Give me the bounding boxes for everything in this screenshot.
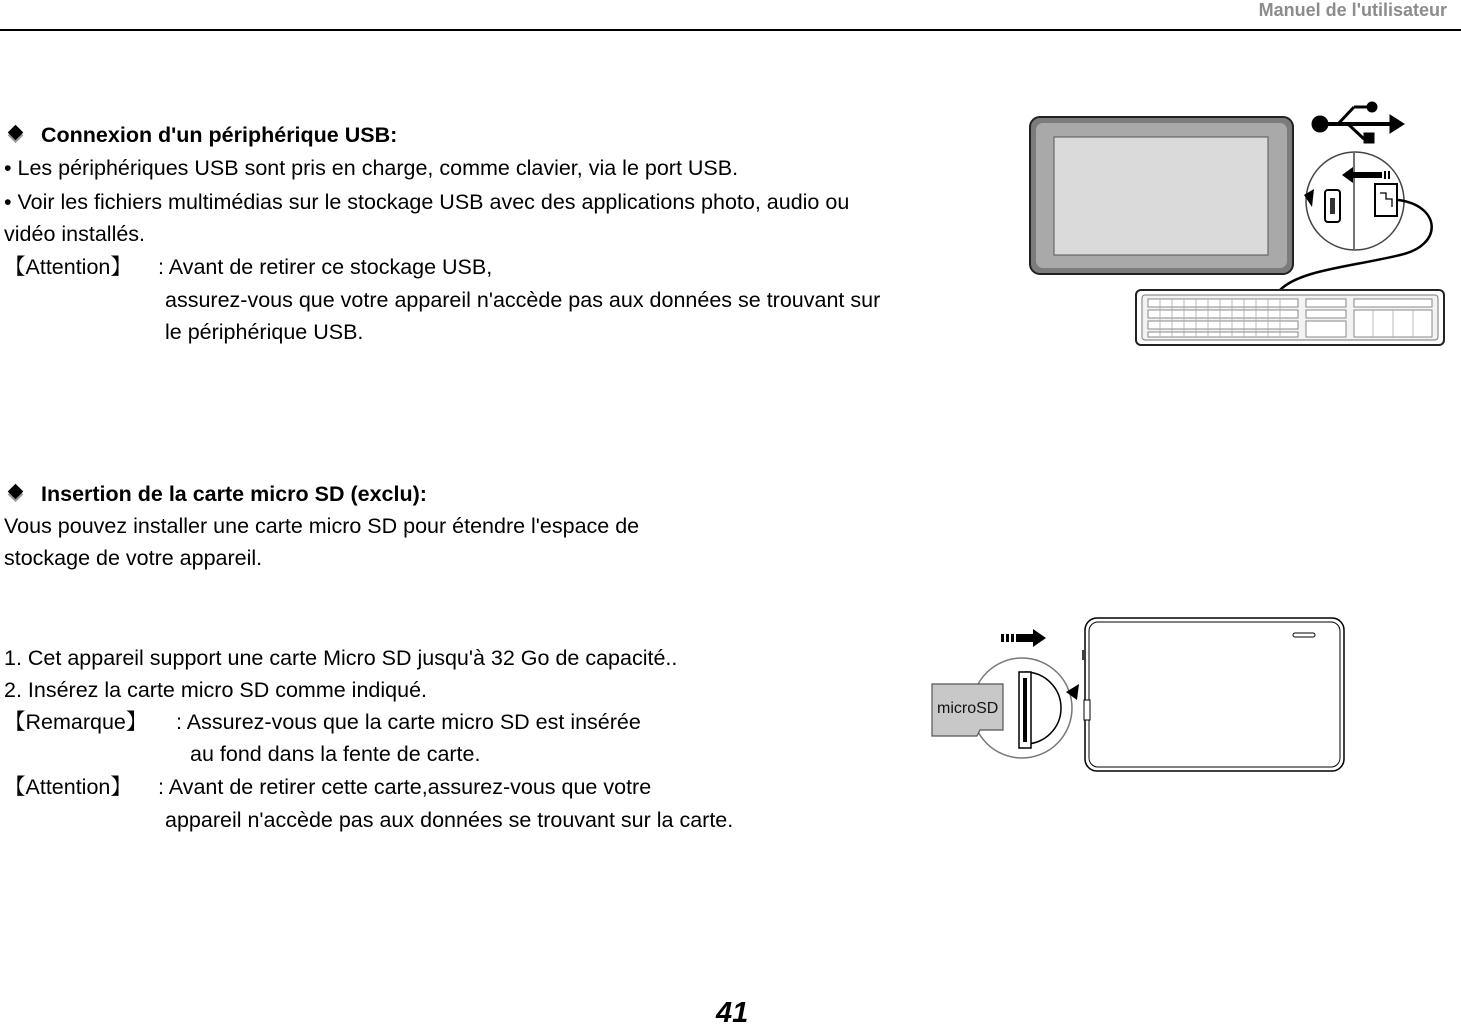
- usb-attention-line-3: le périphérique USB.: [165, 320, 364, 344]
- page-number: 41: [716, 997, 749, 1029]
- sd-step-2: 2. Insérez la carte micro SD comme indiqué.: [4, 678, 427, 702]
- sd-remark-line-2: au fond dans la fente de carte.: [190, 742, 481, 766]
- sd-remark-label: 【Remarque】: [4, 710, 148, 734]
- microsd-insertion-illustration: [925, 612, 1350, 777]
- usb-attention-line-1: : Avant de retirer ce stockage USB,: [158, 255, 493, 279]
- sd-intro-line-2: stockage de votre appareil.: [4, 546, 263, 570]
- usb-attention-line-2: assurez-vous que votre appareil n'accède pas aux données se trouvant sur: [165, 288, 881, 312]
- usb-symbol-icon: [1312, 102, 1404, 143]
- usb-bullet-1: • Les périphériques USB sont pris en charge, comme clavier, via le port USB.: [4, 156, 739, 180]
- header-divider: [0, 29, 1461, 31]
- usb-section-heading: Connexion d'un périphérique USB:: [41, 123, 398, 147]
- sd-remark-line-1: : Assurez-vous que la carte micro SD est insérée: [176, 710, 641, 734]
- sd-step-1: 1. Cet appareil support une carte Micro SD jusqu'à 32 Go de capacité..: [4, 646, 678, 670]
- usb-bullet-2-line-2: vidéo installés.: [4, 222, 146, 246]
- microsd-card-label: microSD: [937, 700, 999, 717]
- sd-section-heading: Insertion de la carte micro SD (exclu):: [41, 482, 427, 506]
- sd-attention-label: 【Attention】: [4, 775, 132, 799]
- page-header-title: Manuel de l'utilisateur: [1258, 0, 1447, 20]
- diamond-bullet-icon: [8, 484, 24, 500]
- insert-arrow-icon: [1001, 629, 1046, 647]
- usb-attention-label: 【Attention】: [4, 255, 132, 279]
- diamond-bullet-icon: [8, 125, 24, 141]
- usb-bullet-2-line-1: • Voir les fichiers multimédias sur le stockage USB avec des applications photo, audio ou: [4, 190, 850, 214]
- sd-attention-line-2: appareil n'accède pas aux données se trouvant sur la carte.: [165, 808, 734, 832]
- usb-keyboard-illustration: [1020, 95, 1450, 350]
- sd-attention-line-1: : Avant de retirer cette carte,assurez-vous que votre: [158, 775, 652, 799]
- sd-intro-line-1: Vous pouvez installer une carte micro SD pour étendre l'espace de: [4, 514, 640, 538]
